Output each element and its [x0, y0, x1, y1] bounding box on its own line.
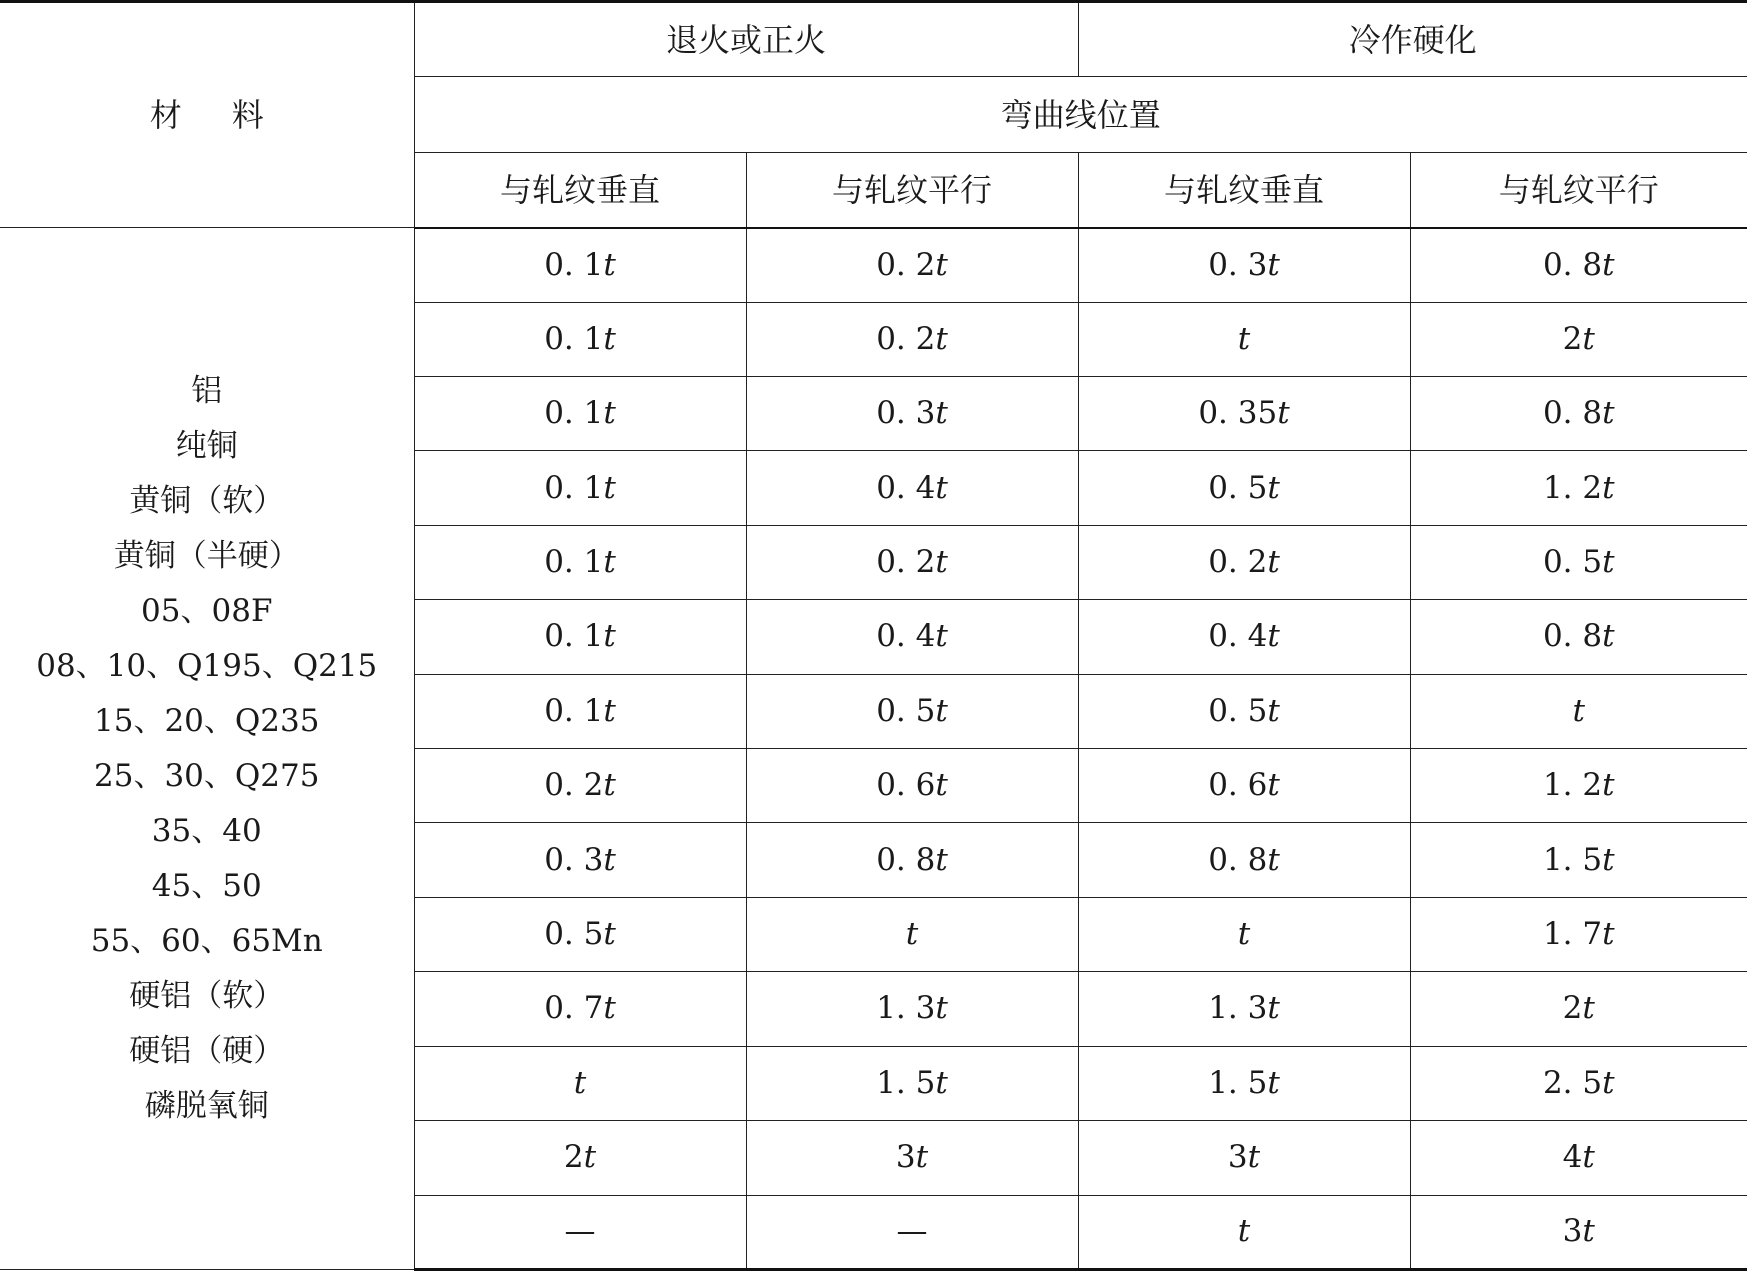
- bend-radius-value: [746, 749, 1078, 823]
- bend-radius-value: [1410, 228, 1747, 302]
- bend-radius-value: [414, 1121, 746, 1195]
- value-thickness-symbol: t: [1267, 841, 1280, 878]
- value-coefficient: 0. 5: [1208, 692, 1268, 729]
- sub-header-cold-perpendicular: 与轧纹垂直: [1078, 152, 1410, 227]
- bend-radius-value: [414, 749, 746, 823]
- bend-radius-value: [1410, 897, 1747, 971]
- value-coefficient: 0. 4: [1208, 618, 1268, 655]
- bend-radius-value: [746, 1121, 1078, 1195]
- value-coefficient: 1. 5: [1208, 1064, 1268, 1101]
- bend-radius-value: [1078, 377, 1410, 451]
- value-thickness-symbol: t: [935, 320, 948, 357]
- bend-radius-value: [1410, 302, 1747, 376]
- value-thickness-symbol: t: [935, 692, 948, 729]
- value-thickness-symbol: t: [603, 395, 616, 432]
- value-thickness-symbol: t: [603, 692, 616, 729]
- value-coefficient: 0. 2: [1208, 544, 1268, 581]
- bend-radius-value: [1410, 525, 1747, 599]
- value-thickness-symbol: t: [583, 1139, 597, 1176]
- value-coefficient: 0. 4: [876, 469, 936, 506]
- bend-radius-value: [746, 302, 1078, 376]
- bend-radius-value: [414, 451, 746, 525]
- bend-radius-value: [1410, 451, 1747, 525]
- material-name: 纯铜: [175, 427, 238, 464]
- value-thickness-symbol: t: [1582, 320, 1595, 357]
- material-name: 黄铜（半硬）: [113, 537, 300, 574]
- bend-radius-value: [414, 1046, 746, 1120]
- value-thickness-symbol: t: [905, 916, 919, 953]
- table-body: [0, 2, 1747, 1270]
- value-coefficient: 0. 2: [544, 767, 604, 804]
- value-thickness-symbol: t: [1602, 1064, 1615, 1101]
- value-thickness-symbol: t: [1267, 767, 1280, 804]
- bend-radius-value: [414, 525, 746, 599]
- value-thickness-symbol: t: [1602, 395, 1615, 432]
- value-thickness-symbol: t: [573, 1064, 587, 1101]
- value-thickness-symbol: t: [1602, 767, 1615, 804]
- value-thickness-symbol: t: [1267, 1064, 1280, 1101]
- value-thickness-symbol: t: [1267, 544, 1280, 581]
- value-coefficient: 0. 1: [544, 618, 604, 655]
- value-thickness-symbol: t: [935, 544, 948, 581]
- value-coefficient: 0. 8: [1208, 841, 1268, 878]
- value-thickness-symbol: t: [935, 990, 948, 1027]
- material-name: 黄铜（软）: [129, 482, 285, 519]
- value-coefficient: 0. 5: [544, 916, 604, 953]
- bend-radius-value: [746, 972, 1078, 1046]
- bend-radius-value: [1078, 600, 1410, 674]
- sub-header-annealed-perpendicular: 与轧纹垂直: [414, 152, 746, 227]
- value-thickness-symbol: t: [1582, 1139, 1595, 1176]
- value-coefficient: 0. 3: [1208, 246, 1268, 283]
- value-coefficient: 0. 6: [876, 767, 936, 804]
- value-thickness-symbol: t: [1267, 618, 1280, 655]
- material-name: 25、30、Q275: [94, 757, 320, 794]
- material-name: 硬铝（硬）: [129, 1032, 285, 1069]
- value-coefficient: 2: [1562, 320, 1583, 357]
- value-thickness-symbol: t: [935, 246, 948, 283]
- bend-radius-value: [1410, 1046, 1747, 1120]
- value-coefficient: 0. 1: [544, 246, 604, 283]
- value-coefficient: 1. 3: [876, 990, 936, 1027]
- value-thickness-symbol: t: [603, 246, 616, 283]
- value-thickness-symbol: t: [1267, 692, 1280, 729]
- value-coefficient: 0. 3: [544, 841, 604, 878]
- value-coefficient: 1. 5: [876, 1064, 936, 1101]
- bend-radius-value: [1410, 1121, 1747, 1195]
- value-coefficient: 2: [1562, 990, 1583, 1027]
- materials-cell: [0, 228, 414, 1270]
- value-coefficient: 0. 2: [876, 246, 936, 283]
- bend-radius-value: [1410, 377, 1747, 451]
- value-coefficient: 3: [1562, 1213, 1583, 1250]
- value-coefficient: 3: [895, 1139, 916, 1176]
- value-coefficient: 0. 6: [1208, 767, 1268, 804]
- bend-line-position-header: 弯曲线位置: [414, 77, 1747, 152]
- value-thickness-symbol: t: [1602, 469, 1615, 506]
- bend-radius-value: [414, 377, 746, 451]
- bend-radius-value: [414, 302, 746, 376]
- bend-radius-value: [746, 1046, 1078, 1120]
- bend-radius-value: [414, 897, 746, 971]
- bend-radius-value: [1410, 972, 1747, 1046]
- material-name: 05、08F: [141, 592, 273, 629]
- value-coefficient: 0. 1: [544, 692, 604, 729]
- material-name: 15、20、Q235: [94, 702, 320, 739]
- bend-radius-value: [1410, 600, 1747, 674]
- value-coefficient: 0. 5: [1542, 544, 1603, 581]
- value-thickness-symbol: t: [1602, 841, 1615, 878]
- value-thickness-symbol: t: [1602, 618, 1615, 655]
- value-thickness-symbol: t: [1602, 246, 1615, 283]
- value-thickness-symbol: t: [1582, 1213, 1595, 1250]
- bend-radius-value: [1078, 823, 1410, 897]
- bend-radius-value: [746, 897, 1078, 971]
- cold-worked-group-header: 冷作硬化: [1078, 2, 1747, 77]
- material-column-header: [0, 2, 414, 228]
- value-coefficient: 1. 2: [1542, 767, 1603, 804]
- value-thickness-symbol: t: [603, 916, 616, 953]
- bend-radius-value: [1078, 525, 1410, 599]
- value-coefficient: 2: [563, 1139, 584, 1176]
- bend-radius-value: [746, 451, 1078, 525]
- bend-radius-value: [1078, 1121, 1410, 1195]
- bend-radius-value: [414, 1195, 746, 1270]
- bend-radius-value: [746, 525, 1078, 599]
- bend-radius-value: [1078, 228, 1410, 302]
- value-thickness-symbol: t: [1582, 990, 1595, 1027]
- bend-radius-value: [1078, 302, 1410, 376]
- value-coefficient: 0. 2: [876, 544, 936, 581]
- value-thickness-symbol: t: [1237, 320, 1251, 357]
- bend-radius-value: [1078, 674, 1410, 748]
- value-coefficient: 0. 1: [544, 395, 604, 432]
- value-coefficient: 0. 35: [1198, 395, 1278, 432]
- value-coefficient: 4: [1562, 1139, 1583, 1176]
- bend-radius-value: [414, 972, 746, 1046]
- material-name: 磷脱氧铜: [144, 1087, 269, 1124]
- value-thickness-symbol: t: [603, 320, 616, 357]
- value-thickness-symbol: t: [935, 841, 948, 878]
- bend-radius-value: [1410, 1195, 1747, 1270]
- bend-radius-value: [414, 228, 746, 302]
- value-coefficient: 1. 3: [1208, 990, 1268, 1027]
- value-coefficient: 1. 5: [1542, 841, 1603, 878]
- table-row: [0, 228, 1747, 302]
- bend-radius-value: [746, 1195, 1078, 1270]
- value-coefficient: 0. 8: [1542, 246, 1603, 283]
- sub-header-annealed-parallel: 与轧纹平行: [746, 152, 1078, 227]
- value-thickness-symbol: t: [1602, 544, 1615, 581]
- bend-radius-value: [746, 228, 1078, 302]
- bend-radius-value: [1078, 972, 1410, 1046]
- bend-radius-value: [746, 674, 1078, 748]
- material-name: 45、50: [151, 867, 262, 904]
- header-row-1: [0, 2, 1747, 77]
- value-thickness-symbol: t: [935, 469, 948, 506]
- bend-radius-value: [414, 674, 746, 748]
- value-coefficient: 3: [1227, 1139, 1248, 1176]
- value-coefficient: 0. 8: [1542, 618, 1603, 655]
- value-coefficient: 0. 8: [876, 841, 936, 878]
- bend-radius-value: [1078, 1195, 1410, 1270]
- value-thickness-symbol: t: [1237, 916, 1251, 953]
- value-coefficient: 0. 1: [544, 320, 604, 357]
- value-coefficient: 0. 4: [876, 618, 936, 655]
- bend-radius-value: [414, 823, 746, 897]
- bend-radius-value: [1078, 1046, 1410, 1120]
- value-thickness-symbol: t: [1602, 916, 1615, 953]
- value-coefficient: 0. 7: [544, 990, 604, 1027]
- annealed-group-header: 退火或正火: [414, 2, 1078, 77]
- material-name: 55、60、65Mn: [90, 922, 323, 959]
- value-thickness-symbol: t: [1267, 469, 1280, 506]
- value-coefficient: 0. 1: [544, 544, 604, 581]
- value-thickness-symbol: t: [935, 767, 948, 804]
- bend-radius-value: [746, 377, 1078, 451]
- value-thickness-symbol: t: [1277, 395, 1290, 432]
- value-coefficient: 2. 5: [1542, 1064, 1603, 1101]
- bend-radius-value: [1078, 897, 1410, 971]
- bend-radius-value: [1410, 823, 1747, 897]
- value-thickness-symbol: t: [935, 395, 948, 432]
- value-coefficient: 1. 7: [1542, 916, 1603, 953]
- value-coefficient: 0. 3: [876, 395, 936, 432]
- value-coefficient: 0. 1: [544, 469, 604, 506]
- sub-header-cold-parallel: 与轧纹平行: [1410, 152, 1747, 227]
- material-name: 铝: [191, 372, 223, 409]
- value-thickness-symbol: t: [603, 990, 616, 1027]
- value-coefficient: —: [564, 1213, 596, 1250]
- materials-list: [0, 364, 414, 1134]
- value-coefficient: —: [896, 1213, 928, 1250]
- value-thickness-symbol: t: [603, 767, 616, 804]
- value-coefficient: 0. 2: [876, 320, 936, 357]
- bend-radius-value: [746, 823, 1078, 897]
- value-coefficient: 1. 2: [1542, 469, 1603, 506]
- value-thickness-symbol: t: [935, 1064, 948, 1101]
- value-thickness-symbol: t: [935, 618, 948, 655]
- value-thickness-symbol: t: [603, 469, 616, 506]
- value-coefficient: 0. 5: [876, 692, 936, 729]
- value-thickness-symbol: t: [603, 544, 616, 581]
- bend-radius-value: [414, 600, 746, 674]
- value-thickness-symbol: t: [1267, 246, 1280, 283]
- material-name: 08、10、Q195、Q215: [36, 647, 378, 684]
- bend-radius-value: [1410, 674, 1747, 748]
- value-thickness-symbol: t: [1267, 990, 1280, 1027]
- material-header-label: 材料: [149, 96, 314, 135]
- value-thickness-symbol: t: [603, 618, 616, 655]
- value-thickness-symbol: t: [1572, 692, 1585, 729]
- value-thickness-symbol: t: [1247, 1139, 1261, 1176]
- bend-radius-value: [1078, 451, 1410, 525]
- bend-radius-value: [1078, 749, 1410, 823]
- value-coefficient: 0. 8: [1542, 395, 1603, 432]
- bend-radius-value: [746, 600, 1078, 674]
- value-thickness-symbol: t: [1237, 1213, 1251, 1250]
- value-coefficient: 0. 5: [1208, 469, 1268, 506]
- value-thickness-symbol: t: [915, 1139, 929, 1176]
- bend-radius-value: [1410, 749, 1747, 823]
- material-name: 35、40: [151, 812, 262, 849]
- value-thickness-symbol: t: [603, 841, 616, 878]
- material-name: 硬铝（软）: [129, 977, 285, 1014]
